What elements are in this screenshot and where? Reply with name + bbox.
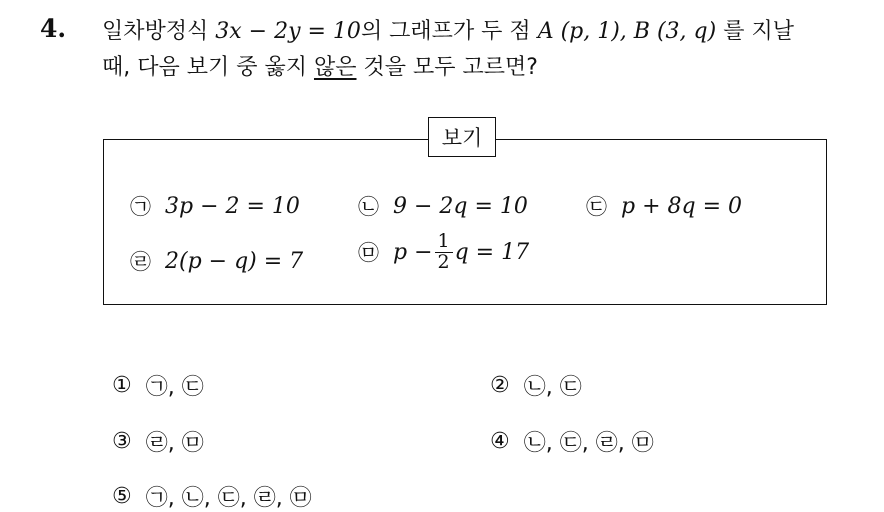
choice-4[interactable] <box>490 426 654 457</box>
choice-text: ㉠, ㉢ <box>145 375 204 400</box>
choice-number: ④ <box>490 429 510 454</box>
stem-prefix: 일차방정식 <box>102 19 209 44</box>
condition-4 <box>130 246 303 276</box>
condition-expr: 2(p − q) = 7 <box>165 248 304 274</box>
condition-expr: 9 − 2q = 10 <box>393 193 528 219</box>
choice-1[interactable] <box>112 370 204 401</box>
stem-line2-prefix: 때, 다음 보기 중 옳지 <box>102 55 307 80</box>
choice-text: ㉠, ㉡, ㉢, ㉣, ㉤ <box>145 486 312 511</box>
choice-5[interactable] <box>112 481 312 512</box>
fraction-denominator: 2 <box>437 250 450 273</box>
equation: 3x − 2y = 10 <box>215 19 361 44</box>
point-a: A (p, 1), <box>537 19 627 44</box>
condition-expr-suffix: q = 17 <box>454 239 530 265</box>
fraction <box>435 232 453 273</box>
condition-expr: 3p − 2 = 10 <box>165 193 300 219</box>
condition-expr: p + 8q = 0 <box>621 193 742 219</box>
condition-1 <box>130 191 300 221</box>
choice-number: ① <box>112 373 132 398</box>
stem-mid: 의 그래프가 두 점 <box>360 19 531 44</box>
stem-underlined-word: 않은 <box>313 55 357 80</box>
question-stem-line-1 <box>102 14 862 45</box>
bogi-title: 보기 <box>428 117 496 157</box>
condition-mark: ㉢ <box>586 195 607 219</box>
choice-2[interactable] <box>490 370 582 401</box>
fraction-numerator: 1 <box>435 232 453 253</box>
condition-mark: ㉠ <box>130 195 151 219</box>
choice-text: ㉣, ㉤ <box>145 431 204 456</box>
condition-mark: ㉤ <box>358 241 379 266</box>
choice-number: ② <box>490 373 510 398</box>
condition-5 <box>358 232 529 273</box>
question-stem-line-2 <box>102 50 862 81</box>
condition-2 <box>358 191 528 221</box>
condition-mark: ㉡ <box>358 195 379 219</box>
choice-number: ⑤ <box>112 484 132 509</box>
condition-expr-prefix: p − <box>393 239 433 265</box>
stem-suffix: 를 지날 <box>723 19 794 44</box>
choice-3[interactable] <box>112 426 204 457</box>
stem-line2-suffix: 것을 모두 고르면? <box>363 55 538 80</box>
bogi-box <box>103 139 827 305</box>
condition-3 <box>586 191 742 221</box>
choice-text: ㉡, ㉢, ㉣, ㉤ <box>523 431 654 456</box>
point-b: B (3, q) <box>633 19 717 44</box>
choice-number: ③ <box>112 429 132 454</box>
choice-text: ㉡, ㉢ <box>523 375 582 400</box>
condition-mark: ㉣ <box>130 250 151 274</box>
question-number: 4. <box>40 14 67 43</box>
